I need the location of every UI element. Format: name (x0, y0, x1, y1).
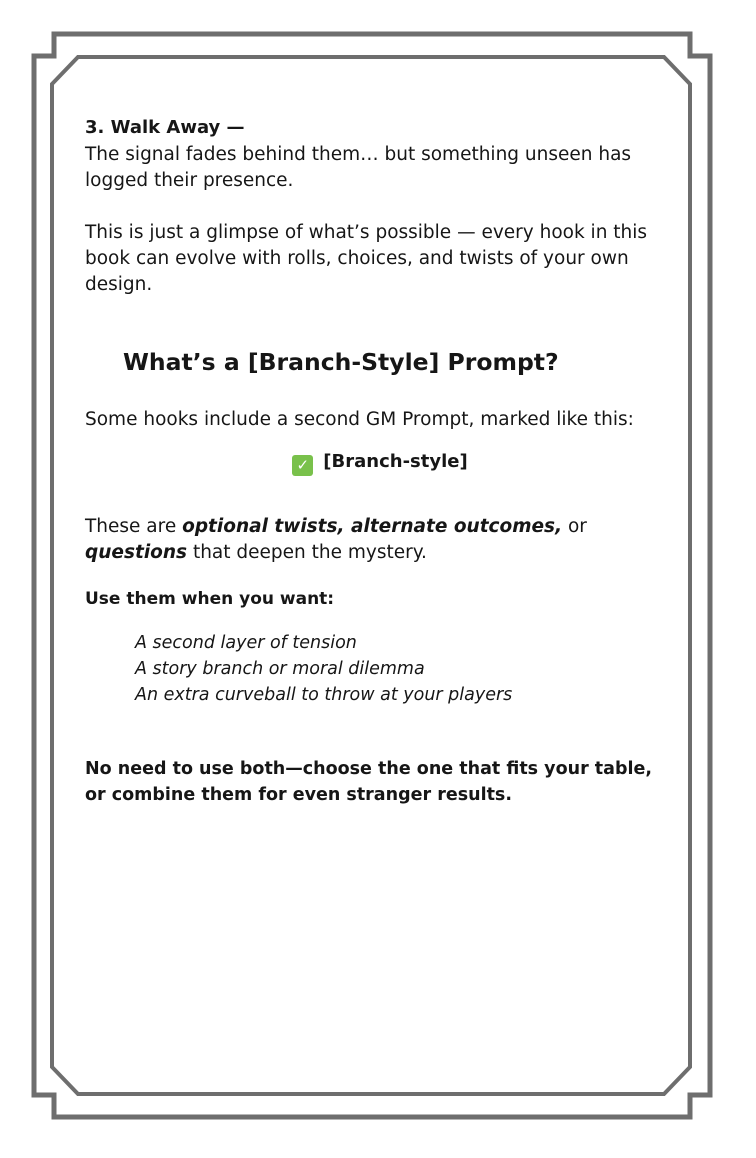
desc-emphasis-twists: optional twists, alternate outcomes, (182, 516, 563, 537)
list-item: A story branch or moral dilemma (135, 659, 425, 679)
branch-style-marker (85, 449, 675, 476)
walk-away-text: The signal fades behind them… but something unseen has logged their presence. (85, 144, 632, 191)
desc-mid: or (562, 516, 587, 537)
page-content (85, 115, 675, 808)
use-them-label: Use them when you want: (85, 589, 335, 609)
desc-prefix: These are (85, 516, 183, 537)
branch-style-title: What’s a [Branch-Style] Prompt? (123, 348, 559, 376)
check-mark-button-icon: ✓ (292, 455, 313, 476)
branch-style-label: [Branch-style] (323, 451, 468, 472)
glimpse-paragraph: This is just a glimpse of what’s possible — every hook in this book can evolve with rolls, choices, and twists of your own design. (85, 222, 648, 295)
list-item: A second layer of tension (135, 633, 357, 653)
list-item: An extra curveball to throw at your players (135, 685, 513, 705)
branch-description (85, 514, 675, 566)
branch-intro: Some hooks include a second GM Prompt, marked like this: (85, 409, 634, 430)
closing-paragraph: No need to use both—choose the one that fits your table, or combine them for even stranger results. (85, 759, 653, 805)
walk-away-heading: 3. Walk Away — (85, 117, 245, 138)
use-list (135, 630, 675, 708)
desc-suffix: that deepen the mystery. (187, 542, 427, 563)
desc-emphasis-questions: questions (85, 542, 188, 563)
